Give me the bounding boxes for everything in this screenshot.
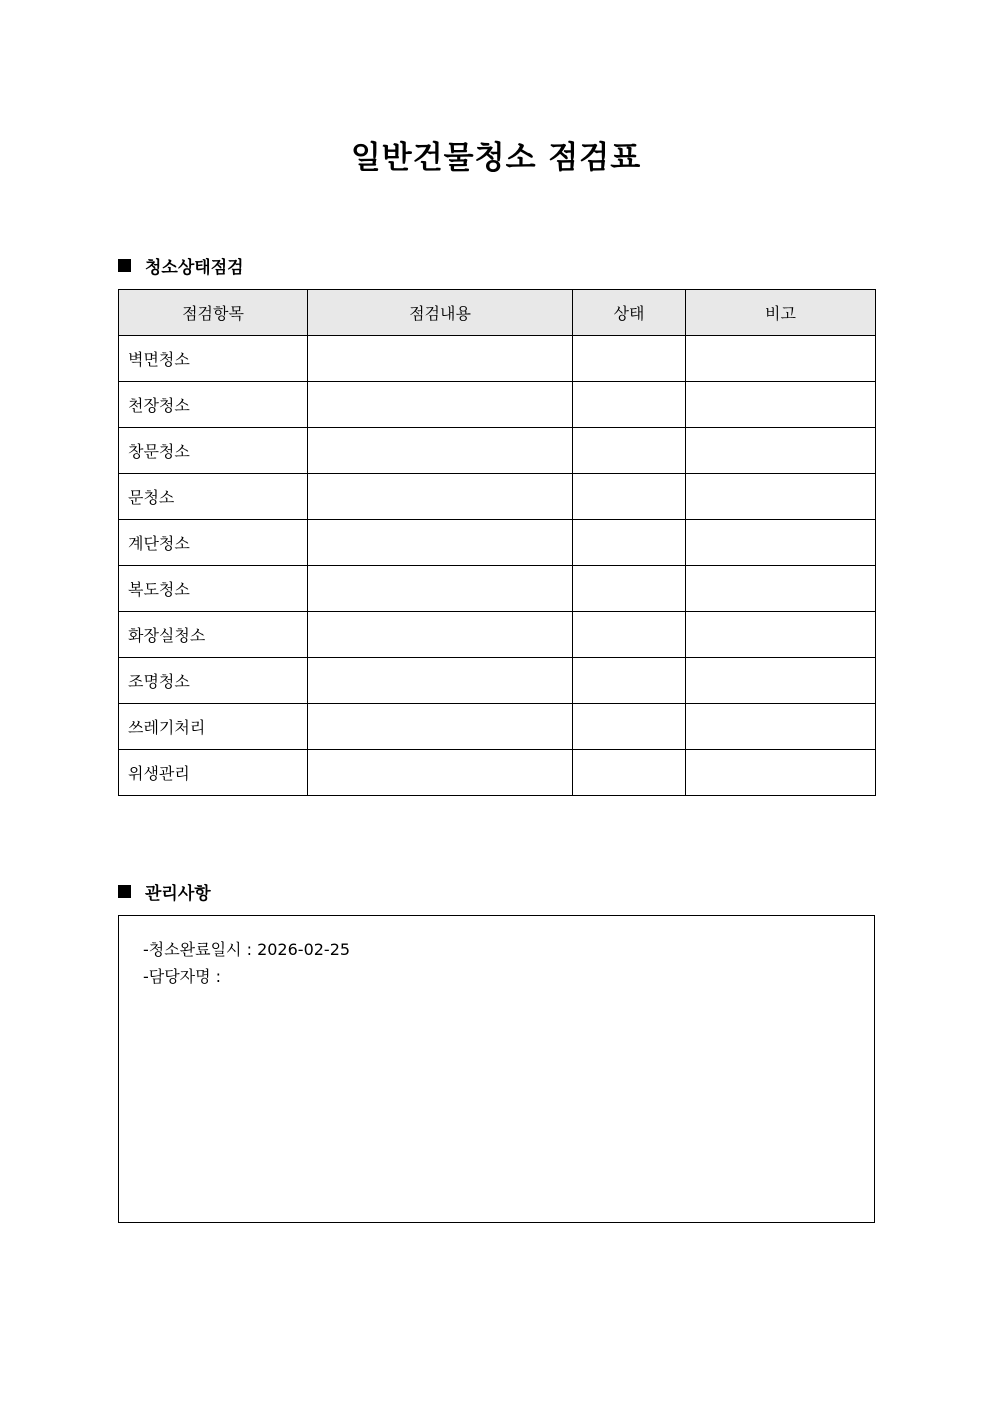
content-cell[interactable] (308, 658, 573, 704)
item-cell: 화장실청소 (119, 612, 308, 658)
table-row (119, 612, 876, 658)
page-title: 일반건물청소 점검표 (350, 140, 642, 176)
section-heading-label: 관리사항 (145, 884, 211, 904)
section-heading-label: 청소상태점검 (145, 258, 244, 278)
table-row (119, 658, 876, 704)
content-cell[interactable] (308, 382, 573, 428)
status-cell[interactable] (573, 520, 686, 566)
note-cell[interactable] (686, 382, 876, 428)
completion-date-line: -청소완료일시 : 2026-02-25 (143, 940, 351, 959)
content-cell[interactable] (308, 336, 573, 382)
content-cell[interactable] (308, 750, 573, 796)
status-cell[interactable] (573, 382, 686, 428)
status-cell[interactable] (573, 750, 686, 796)
item-cell: 벽면청소 (119, 336, 308, 382)
table-row (119, 382, 876, 428)
item-cell: 문청소 (119, 474, 308, 520)
status-cell[interactable] (573, 474, 686, 520)
item-cell: 창문청소 (119, 428, 308, 474)
management-notes-box[interactable] (118, 915, 875, 1223)
note-cell[interactable] (686, 474, 876, 520)
note-cell[interactable] (686, 428, 876, 474)
table-row (119, 704, 876, 750)
note-cell[interactable] (686, 612, 876, 658)
table-header-row (119, 290, 876, 336)
column-header-note: 비고 (686, 290, 876, 336)
table-row (119, 566, 876, 612)
section-heading-cleaning-status (118, 253, 244, 278)
status-cell[interactable] (573, 428, 686, 474)
square-bullet-icon (118, 885, 131, 898)
note-cell[interactable] (686, 658, 876, 704)
status-cell[interactable] (573, 704, 686, 750)
item-cell: 천장청소 (119, 382, 308, 428)
table-row (119, 336, 876, 382)
item-cell: 조명청소 (119, 658, 308, 704)
status-cell[interactable] (573, 566, 686, 612)
column-header-content: 점검내용 (308, 290, 573, 336)
item-cell: 복도청소 (119, 566, 308, 612)
content-cell[interactable] (308, 428, 573, 474)
table-row (119, 474, 876, 520)
table-row (119, 520, 876, 566)
content-cell[interactable] (308, 704, 573, 750)
note-cell[interactable] (686, 336, 876, 382)
content-cell[interactable] (308, 520, 573, 566)
item-cell: 위생관리 (119, 750, 308, 796)
item-cell: 계단청소 (119, 520, 308, 566)
manager-name-line: -담당자명 : (143, 967, 222, 986)
section-heading-management (118, 879, 211, 904)
column-header-item: 점검항목 (119, 290, 308, 336)
note-cell[interactable] (686, 704, 876, 750)
status-cell[interactable] (573, 658, 686, 704)
content-cell[interactable] (308, 474, 573, 520)
table-row (119, 750, 876, 796)
status-cell[interactable] (573, 612, 686, 658)
column-header-status: 상태 (573, 290, 686, 336)
note-cell[interactable] (686, 520, 876, 566)
status-cell[interactable] (573, 336, 686, 382)
content-cell[interactable] (308, 566, 573, 612)
note-cell[interactable] (686, 566, 876, 612)
item-cell: 쓰레기처리 (119, 704, 308, 750)
square-bullet-icon (118, 259, 131, 272)
note-cell[interactable] (686, 750, 876, 796)
content-cell[interactable] (308, 612, 573, 658)
inspection-table (118, 289, 876, 796)
table-row (119, 428, 876, 474)
